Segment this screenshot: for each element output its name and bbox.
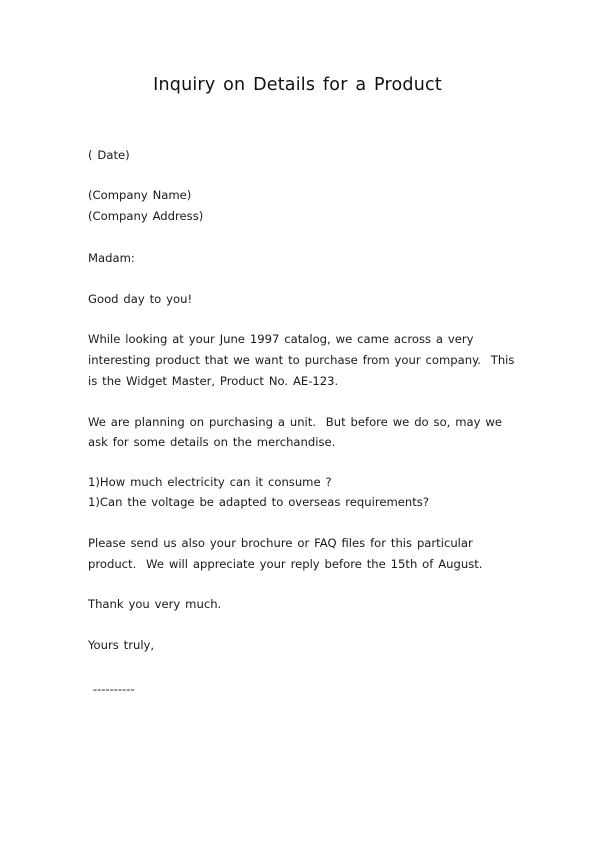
signature-line: ---------- <box>88 682 135 696</box>
document-title: Inquiry on Details for a Product <box>153 75 442 95</box>
closing-line: Yours truly, <box>88 638 155 652</box>
thanks-line: Thank you very much. <box>88 597 222 611</box>
paragraph1-line: While looking at your June 1997 catalog, we came across a very <box>88 332 474 346</box>
paragraph3-line: product. We will appreciate your reply before the 15th of August. <box>88 557 483 571</box>
company-name: (Company Name) <box>88 188 192 202</box>
company-address: (Company Address) <box>88 209 204 223</box>
date-line: ( Date) <box>88 148 130 162</box>
paragraph2-line: ask for some details on the merchandise. <box>88 435 336 449</box>
greeting: Good day to you! <box>88 292 193 306</box>
question-item: 1)How much electricity can it consume ? <box>88 475 332 489</box>
paragraph2-line: We are planning on purchasing a unit. But before we do so, may we <box>88 415 502 429</box>
question-item: 1)Can the voltage be adapted to overseas requirements? <box>88 495 429 509</box>
paragraph1-line: interesting product that we want to purchase from your company. This <box>88 353 515 367</box>
paragraph1-line: is the Widget Master, Product No. AE-123. <box>88 374 339 388</box>
paragraph3-line: Please send us also your brochure or FAQ files for this particular <box>88 536 473 550</box>
salutation: Madam: <box>88 251 135 265</box>
